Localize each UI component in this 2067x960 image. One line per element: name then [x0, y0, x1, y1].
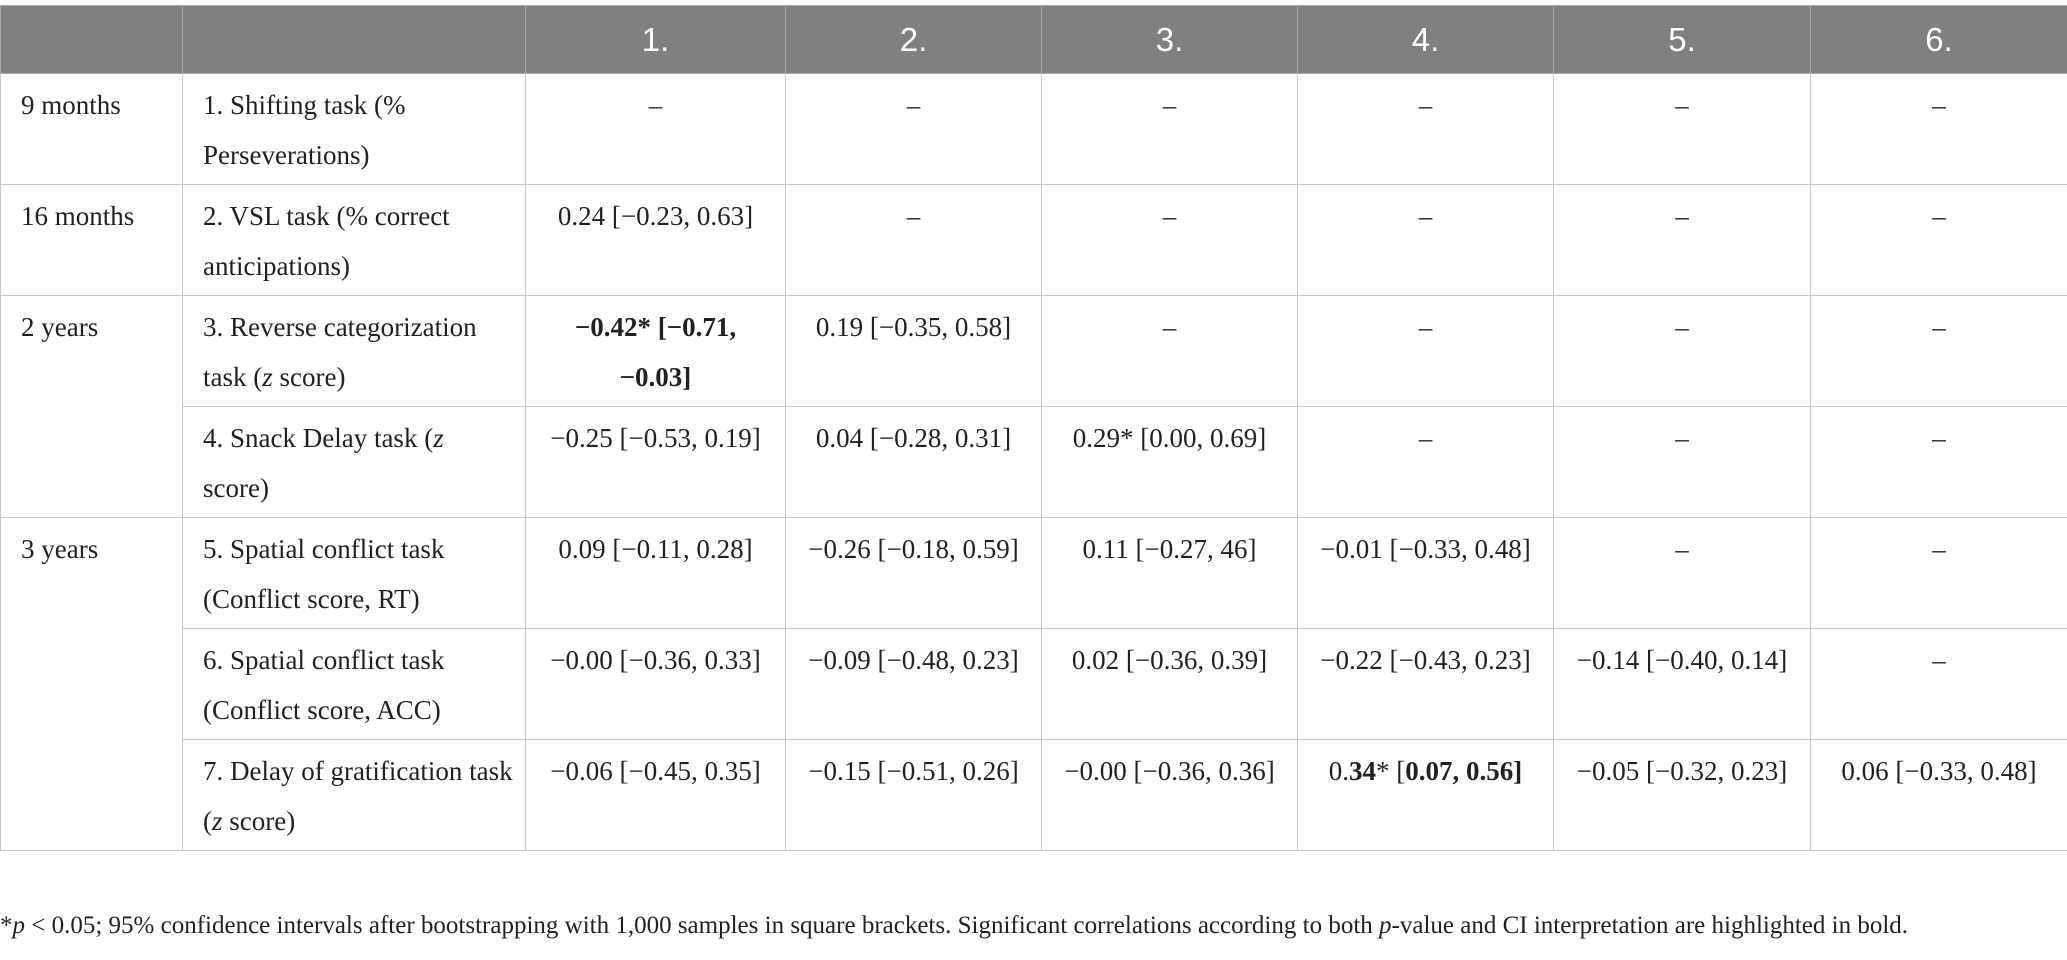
table-row	[1, 296, 2067, 407]
value-cell: –	[1811, 518, 2067, 629]
value-cell: 0.02 [−0.36, 0.39]	[1042, 629, 1298, 740]
value-bold: 34	[1349, 756, 1376, 786]
table-row	[1, 740, 2067, 851]
table-row	[1, 407, 2067, 518]
value-cell: 0.04 [−0.28, 0.31]	[786, 407, 1042, 518]
value-cell: –	[786, 185, 1042, 296]
value-cell: −0.26 [−0.18, 0.59]	[786, 518, 1042, 629]
value-cell: −0.25 [−0.53, 0.19]	[526, 407, 786, 518]
header-column-3: 3.	[1042, 6, 1298, 74]
value-cell: 0.19 [−0.35, 0.58]	[786, 296, 1042, 407]
value-text: 0.	[1328, 756, 1349, 786]
age-cell: 2 years	[1, 296, 183, 407]
footnote-star: *	[0, 912, 13, 939]
measure-text: score)	[203, 473, 269, 503]
value-cell: −0.15 [−0.51, 0.26]	[786, 740, 1042, 851]
table-footnote	[0, 908, 2067, 944]
value-cell-bold: −0.42* [−0.71, −0.03]	[526, 296, 786, 407]
value-cell: –	[1298, 407, 1554, 518]
value-cell: 0.06 [−0.33, 0.48]	[1811, 740, 2067, 851]
value-cell: –	[1042, 185, 1298, 296]
header-column-2: 2.	[786, 6, 1042, 74]
measure-cell	[183, 740, 526, 851]
value-cell: −0.01 [−0.33, 0.48]	[1298, 518, 1554, 629]
value-cell: –	[786, 74, 1042, 185]
value-cell: 0.11 [−0.27, 46]	[1042, 518, 1298, 629]
value-cell: –	[1811, 296, 2067, 407]
correlation-table	[0, 5, 2067, 851]
value-cell: –	[1042, 74, 1298, 185]
footnote-p-italic: p	[12, 912, 25, 939]
table-row	[1, 518, 2067, 629]
value-text: * [	[1376, 756, 1406, 786]
measure-text: 3. Reverse categorization task (	[203, 312, 477, 392]
age-cell	[1, 407, 183, 518]
value-cell: –	[1298, 74, 1554, 185]
age-cell: 9 months	[1, 74, 183, 185]
header-row	[1, 6, 2067, 74]
footnote-text: < 0.05; 95% confidence intervals after bootstrapping with 1,000 samples in square brackets. Significant correlations according to both	[25, 912, 1380, 939]
value-bold: 0.07, 0.56]	[1405, 756, 1523, 786]
measure-italic: z	[433, 423, 444, 453]
table-row	[1, 629, 2067, 740]
age-cell: 16 months	[1, 185, 183, 296]
value-cell: –	[1554, 74, 1811, 185]
header-column-5: 5.	[1554, 6, 1811, 74]
value-cell: –	[1554, 407, 1811, 518]
value-cell: –	[1554, 296, 1811, 407]
value-cell: –	[526, 74, 786, 185]
measure-italic: z	[212, 806, 223, 836]
value-cell: –	[1811, 629, 2067, 740]
header-age-column	[1, 6, 183, 74]
value-cell: –	[1298, 296, 1554, 407]
value-cell: −0.22 [−0.43, 0.23]	[1298, 629, 1554, 740]
measure-cell: 1. Shifting task (% Perseverations)	[183, 74, 526, 185]
header-column-1: 1.	[526, 6, 786, 74]
value-cell: 0.09 [−0.11, 0.28]	[526, 518, 786, 629]
measure-text: 7. Delay of gratification task (	[203, 756, 513, 836]
measure-text: score)	[222, 806, 296, 836]
age-cell	[1, 740, 183, 851]
measure-cell: 2. VSL task (% correct anticipations)	[183, 185, 526, 296]
value-cell: 0.29* [0.00, 0.69]	[1042, 407, 1298, 518]
header-measure-column	[183, 6, 526, 74]
value-cell: –	[1554, 518, 1811, 629]
value-cell: −0.00 [−0.36, 0.36]	[1042, 740, 1298, 851]
value-cell: −0.05 [−0.32, 0.23]	[1554, 740, 1811, 851]
measure-cell	[183, 296, 526, 407]
value-cell: –	[1811, 74, 2067, 185]
footnote-text: -value and CI interpretation are highlighted in bold.	[1391, 912, 1909, 939]
value-cell: −0.06 [−0.45, 0.35]	[526, 740, 786, 851]
value-cell: −0.09 [−0.48, 0.23]	[786, 629, 1042, 740]
value-cell: –	[1811, 185, 2067, 296]
measure-text: score)	[272, 362, 346, 392]
age-cell: 3 years	[1, 518, 183, 629]
measure-cell	[183, 407, 526, 518]
measure-text: 4. Snack Delay task (	[203, 423, 434, 453]
header-column-4: 4.	[1298, 6, 1554, 74]
measure-cell: 5. Spatial conflict task (Conflict score, RT)	[183, 518, 526, 629]
value-cell: −0.14 [−0.40, 0.14]	[1554, 629, 1811, 740]
age-cell	[1, 629, 183, 740]
measure-italic: z	[262, 362, 273, 392]
table-row	[1, 185, 2067, 296]
header-column-6: 6.	[1811, 6, 2067, 74]
value-cell-mixed	[1298, 740, 1554, 851]
table-row	[1, 74, 2067, 185]
value-cell: –	[1811, 407, 2067, 518]
value-cell: –	[1554, 185, 1811, 296]
value-cell: –	[1042, 296, 1298, 407]
footnote-p-italic: p	[1379, 912, 1392, 939]
value-cell: –	[1298, 185, 1554, 296]
measure-cell: 6. Spatial conflict task (Conflict score, ACC)	[183, 629, 526, 740]
value-cell: 0.24 [−0.23, 0.63]	[526, 185, 786, 296]
value-cell: −0.00 [−0.36, 0.33]	[526, 629, 786, 740]
